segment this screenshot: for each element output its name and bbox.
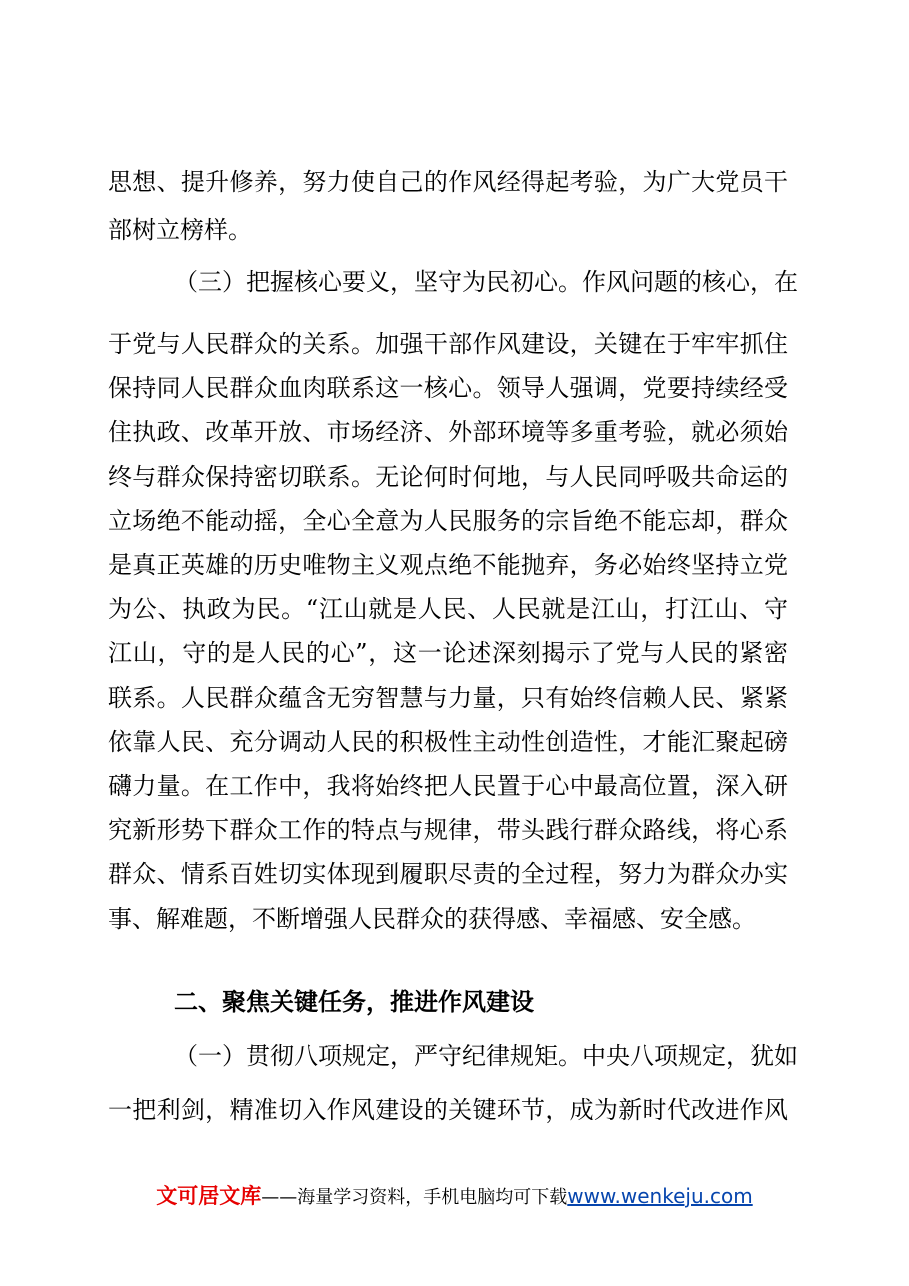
- section-three-lead: （三）把握核心要义，坚守为民初心。: [174, 268, 582, 296]
- footer-banner: [0, 1181, 909, 1213]
- body-text-line: 为公、执政为民。“江山就是人民、人民就是江山，打江山、守: [108, 595, 788, 623]
- section-three-first-line-rest: 作风问题的核心，在: [582, 268, 798, 296]
- section-one-first-line: [174, 1039, 798, 1073]
- body-text-line: 礴力量。在工作中，我将始终把人民置于心中最高位置，深入研: [108, 772, 788, 800]
- footer-brand: 文可居文库: [156, 1184, 262, 1208]
- body-text-line: 群众、情系百姓切实体现到履职尽责的全过程，努力为群众办实: [108, 860, 788, 888]
- body-text-line: 部树立榜样。: [108, 216, 252, 244]
- section-heading: 二、聚焦关键任务，推进作风建设: [174, 988, 534, 1016]
- body-text-line: 是真正英雄的历史唯物主义观点绝不能抛弃，务必始终坚持立党: [108, 551, 788, 579]
- body-text-line: 依靠人民、充分调动人民的积极性主动性创造性，才能汇聚起磅: [108, 728, 788, 756]
- body-text-line: 立场绝不能动摇，全心全意为人民服务的宗旨绝不能忘却，群众: [108, 507, 788, 535]
- section-one-first-line-rest: 中央八项规定，犹如: [582, 1042, 798, 1070]
- section-one-lead: （一）贯彻八项规定，严守纪律规矩。: [174, 1042, 582, 1070]
- body-text-line: 思想、提升修养，努力使自己的作风经得起考验，为广大党员干: [108, 168, 788, 196]
- body-text-line: 于党与人民群众的关系。加强干部作风建设，关键在于牢牢抓住: [108, 330, 788, 358]
- body-text-line: 究新形势下群众工作的特点与规律，带头践行群众路线，将心系: [108, 816, 788, 844]
- body-text-line: 保持同人民群众血肉联系这一核心。领导人强调，党要持续经受: [108, 374, 788, 402]
- body-text-line: 一把利剑，精准切入作风建设的关键环节，成为新时代改进作风: [108, 1096, 788, 1124]
- body-text-line: 联系。人民群众蕴含无穷智慧与力量，只有始终信赖人民、紧紧: [108, 684, 788, 712]
- section-three-first-line: [174, 265, 798, 299]
- body-text-line: 事、解难题，不断增强人民群众的获得感、幸福感、安全感。: [108, 905, 756, 933]
- body-text-line: 江山，守的是人民的心”，这一论述深刻揭示了党与人民的紧密: [108, 639, 788, 667]
- body-text-line: 终与群众保持密切联系。无论何时何地，与人民同呼吸共命运的: [108, 463, 788, 491]
- footer-url-link[interactable]: www.wenkeju.com: [567, 1184, 753, 1208]
- body-text-line: 住执政、改革开放、市场经济、外部环境等多重考验，就必须始: [108, 418, 788, 446]
- footer-tagline: ——海量学习资料，手机电脑均可下载: [261, 1187, 568, 1208]
